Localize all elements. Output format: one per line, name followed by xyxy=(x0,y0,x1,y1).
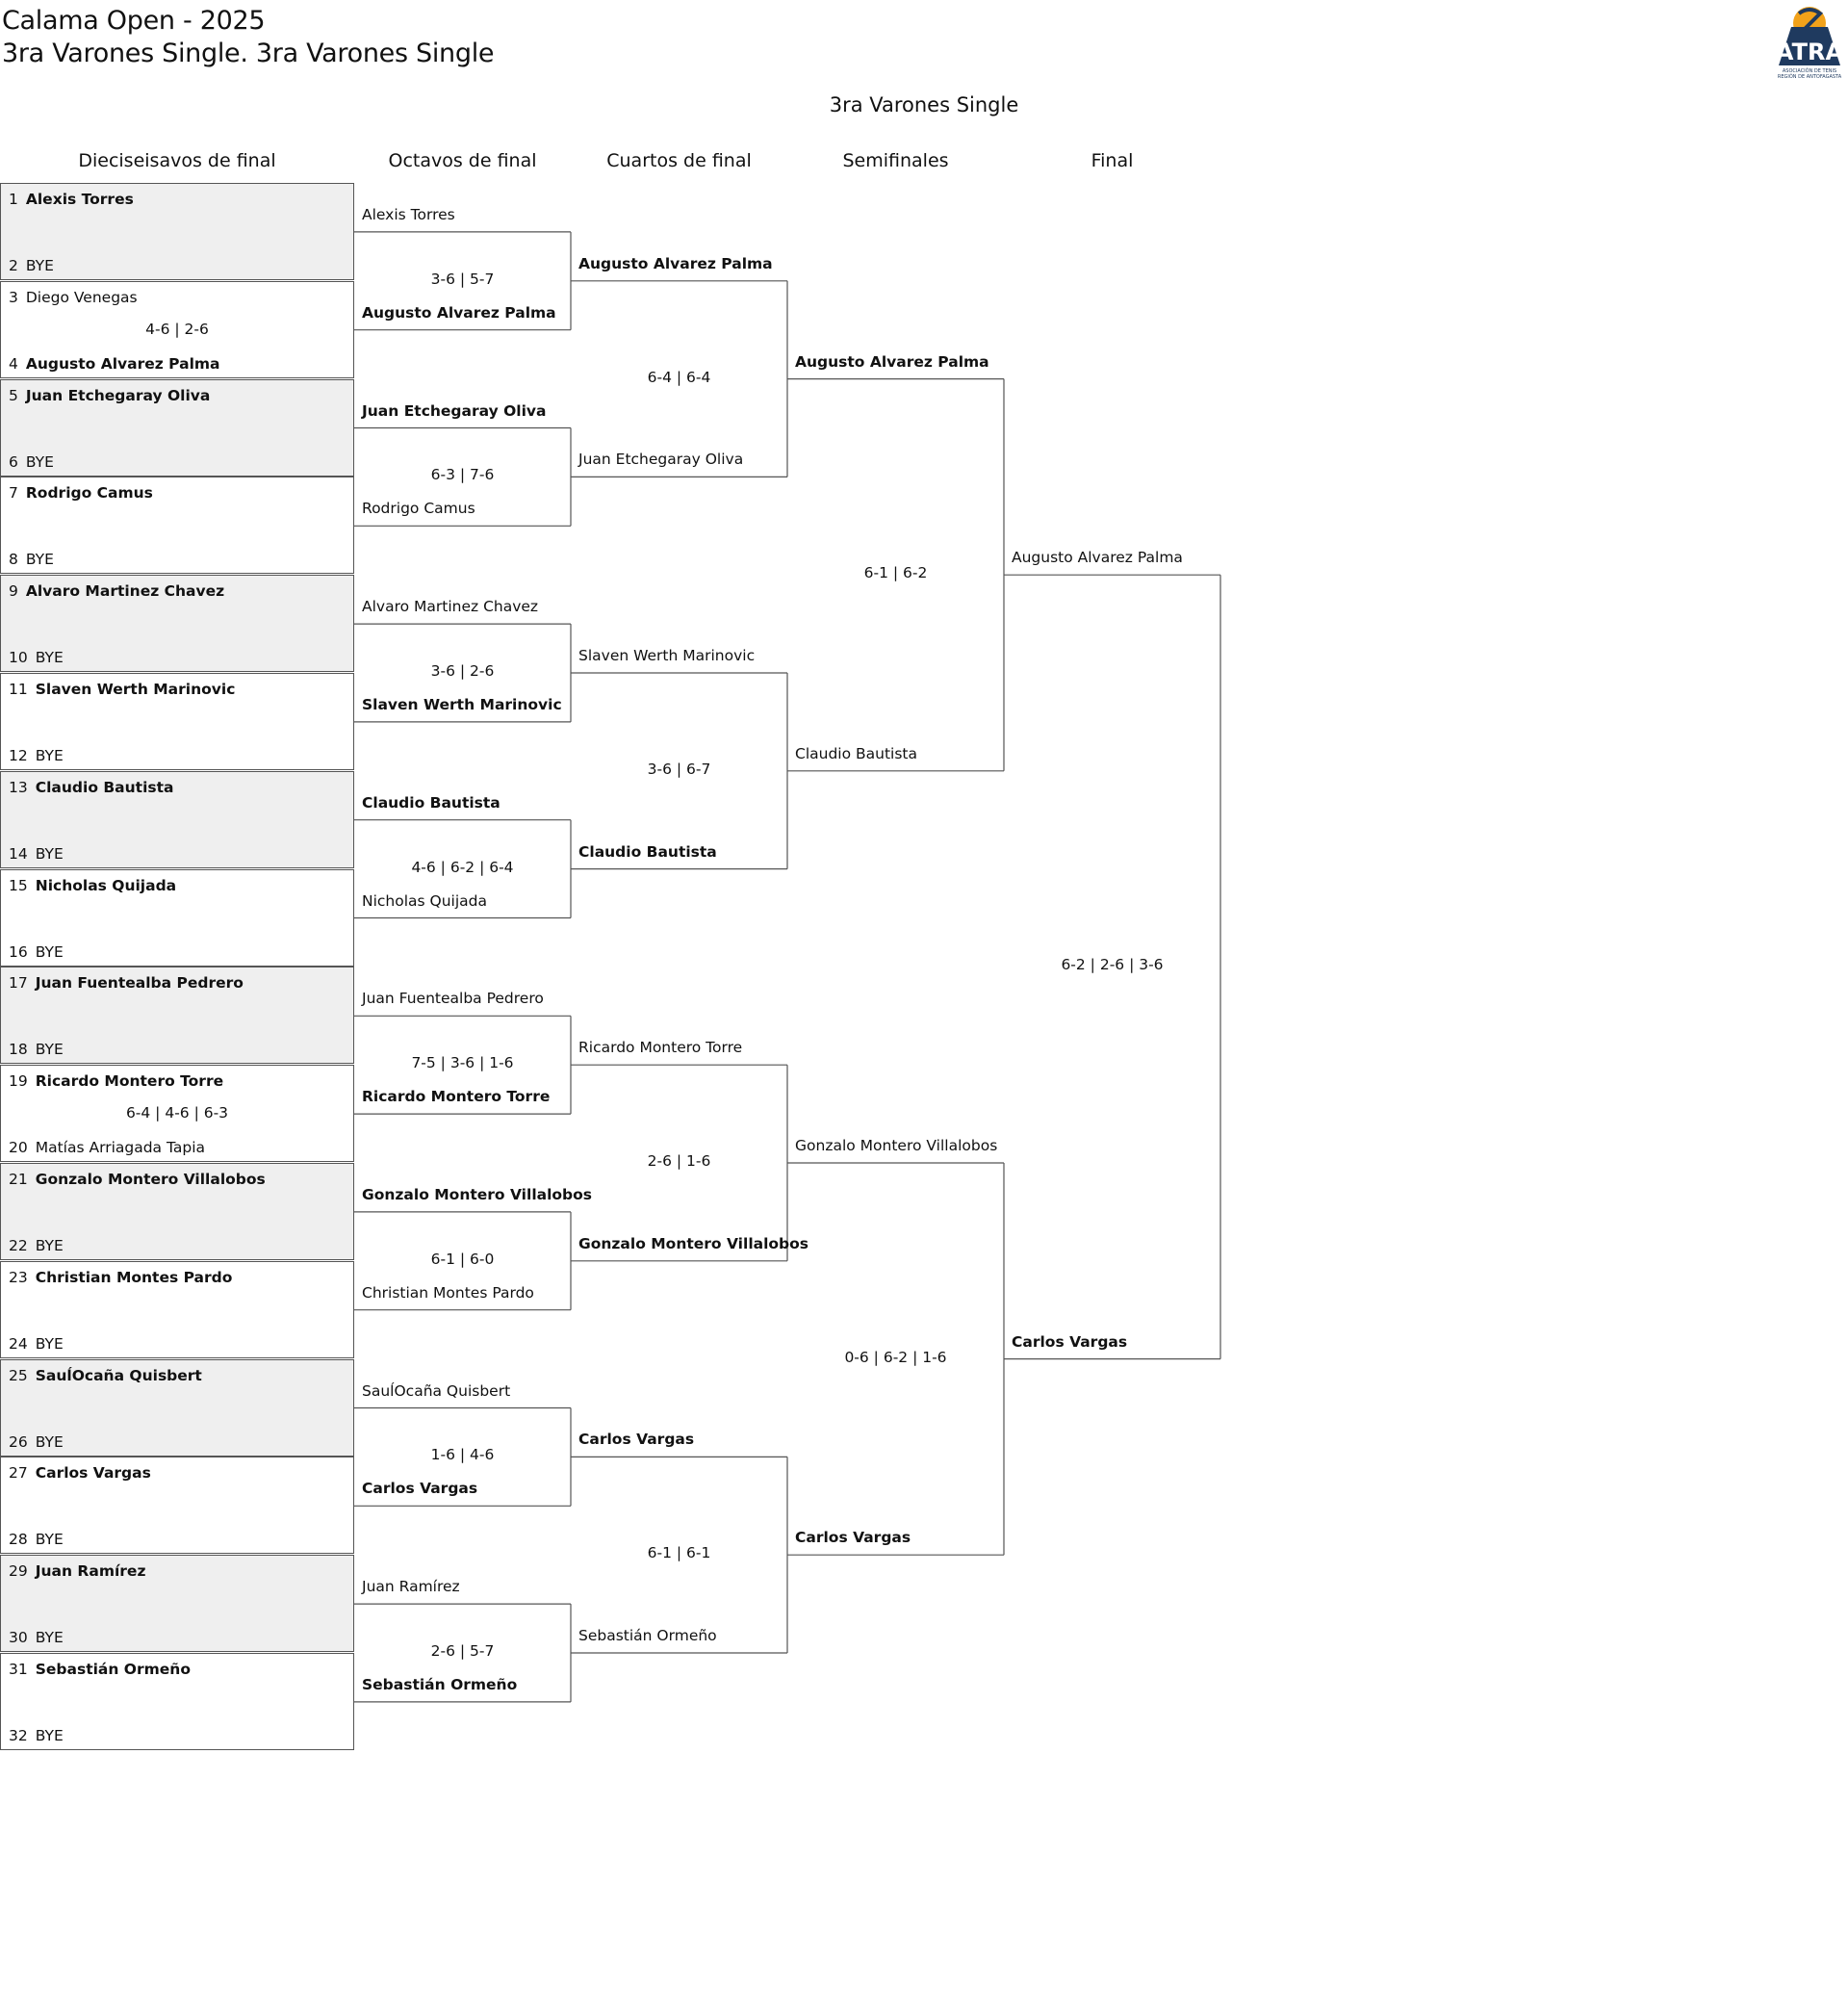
match-score: 6-2 | 2-6 | 3-6 xyxy=(1061,956,1164,974)
logo-text: ATRA xyxy=(1775,39,1844,65)
player-name: SauĺOcaña Quisbert xyxy=(362,1381,511,1400)
round-header-r4: Semifinales xyxy=(842,150,949,171)
match-score: 4-6 | 2-6 xyxy=(145,320,209,338)
player-name: Juan Fuentealba Pedrero xyxy=(362,990,544,1008)
page-subtitle: 3ra Varones Single. 3ra Varones Single xyxy=(2,39,495,68)
player-entry xyxy=(9,1041,64,1058)
player-entry xyxy=(9,257,54,274)
player-entry xyxy=(9,1335,64,1353)
player-name: BYE xyxy=(35,1334,64,1353)
match-score: 7-5 | 3-6 | 1-6 xyxy=(411,1054,514,1072)
player-entry xyxy=(9,289,138,306)
player-name: Ricardo Montero Torre xyxy=(362,1088,551,1106)
player-entry xyxy=(9,191,134,208)
match-r1 xyxy=(0,967,354,1064)
player-name: Slaven Werth Marinovic xyxy=(362,695,562,713)
player-seed: 13 xyxy=(9,778,28,796)
player-seed: 19 xyxy=(9,1072,28,1091)
player-name: Gonzalo Montero Villalobos xyxy=(578,1234,809,1252)
player-seed: 11 xyxy=(9,681,28,698)
player-name: Diego Venegas xyxy=(25,288,138,306)
player-entry xyxy=(9,779,174,796)
player-entry xyxy=(9,1464,151,1482)
match-r1 xyxy=(0,771,354,868)
player-entry xyxy=(9,1072,223,1090)
match-r1 xyxy=(0,1163,354,1260)
player-name: Augusto Alvarez Palma xyxy=(362,303,556,322)
match-score: 6-1 | 6-0 xyxy=(430,1250,495,1268)
match-r1 xyxy=(0,1653,354,1750)
player-entry xyxy=(9,387,210,404)
player-entry xyxy=(9,974,244,992)
match-score: 6-1 | 6-2 xyxy=(863,564,928,582)
player-entry xyxy=(9,551,54,568)
player-name: Rodrigo Camus xyxy=(25,484,153,503)
player-name: Ricardo Montero Torre xyxy=(35,1072,224,1091)
player-seed: 26 xyxy=(9,1432,28,1451)
player-seed: 12 xyxy=(9,747,28,764)
player-entry xyxy=(9,1269,232,1286)
player-name: Juan Etchegaray Oliva xyxy=(578,451,744,469)
match-score: 2-6 | 5-7 xyxy=(430,1642,495,1660)
player-name: Gonzalo Montero Villalobos xyxy=(35,1171,266,1188)
player-seed: 23 xyxy=(9,1268,28,1286)
player-name: Rodrigo Camus xyxy=(362,500,475,518)
player-name: Gonzalo Montero Villalobos xyxy=(362,1185,593,1203)
match-score: 6-3 | 7-6 xyxy=(430,466,495,484)
match-r1 xyxy=(0,379,354,477)
player-name: BYE xyxy=(35,1237,64,1254)
player-name: BYE xyxy=(25,452,54,471)
round-header-r3: Cuartos de final xyxy=(606,150,752,171)
match-score: 6-4 | 4-6 | 6-3 xyxy=(125,1104,229,1122)
player-entry xyxy=(9,877,176,894)
player-name: SauĺOcaña Quisbert xyxy=(35,1366,202,1384)
round-header-r1: Dieciseisavos de final xyxy=(78,150,276,171)
match-r1 xyxy=(0,1555,354,1652)
player-seed: 1 xyxy=(9,191,18,208)
player-name: Sebastián Ormeño xyxy=(362,1675,518,1693)
player-name: Juan Etchegaray Oliva xyxy=(362,401,547,420)
player-seed: 16 xyxy=(9,942,28,961)
player-name: Juan Ramírez xyxy=(35,1562,146,1581)
match-r1 xyxy=(0,673,354,770)
player-name: Juan Fuentealba Pedrero xyxy=(35,974,244,993)
player-seed: 10 xyxy=(9,649,28,667)
player-name: BYE xyxy=(25,257,54,274)
player-name: Augusto Alvarez Palma xyxy=(578,254,773,272)
match-r1 xyxy=(0,281,354,378)
match-score: 6-4 | 6-4 xyxy=(647,368,711,386)
player-name: Sebastián Ormeño xyxy=(35,1661,191,1678)
player-entry xyxy=(9,1433,64,1451)
round-header-r5: Final xyxy=(1091,150,1134,171)
match-score: 0-6 | 6-2 | 1-6 xyxy=(844,1348,947,1366)
player-name: Augusto Alvarez Palma xyxy=(1012,549,1183,567)
player-seed: 2 xyxy=(9,257,18,274)
player-seed: 30 xyxy=(9,1629,28,1647)
player-seed: 4 xyxy=(9,354,18,373)
player-name: Sebastián Ormeño xyxy=(578,1627,717,1644)
match-r1 xyxy=(0,1457,354,1554)
player-name: Slaven Werth Marinovic xyxy=(578,647,756,664)
player-entry xyxy=(9,582,224,600)
player-seed: 18 xyxy=(9,1041,28,1059)
player-seed: 20 xyxy=(9,1139,28,1157)
player-name: BYE xyxy=(35,1432,64,1451)
player-name: BYE xyxy=(35,844,64,863)
player-name: BYE xyxy=(35,1727,64,1744)
player-seed: 21 xyxy=(9,1171,28,1188)
player-entry xyxy=(9,1139,205,1156)
svg-text:REGIÓN DE ANTOFAGASTA: REGIÓN DE ANTOFAGASTA xyxy=(1777,74,1842,80)
player-name: Christian Montes Pardo xyxy=(35,1268,233,1286)
player-name: Alexis Torres xyxy=(362,205,455,223)
player-entry xyxy=(9,845,64,863)
player-entry xyxy=(9,1562,145,1580)
player-seed: 29 xyxy=(9,1562,28,1581)
player-entry xyxy=(9,1727,64,1744)
player-name: Claudio Bautista xyxy=(35,778,174,796)
match-score: 3-6 | 6-7 xyxy=(647,760,711,778)
match-r1 xyxy=(0,1261,354,1358)
player-name: BYE xyxy=(35,1041,64,1059)
match-score: 3-6 | 2-6 xyxy=(430,662,495,680)
player-entry xyxy=(9,747,64,764)
player-seed: 28 xyxy=(9,1531,28,1549)
player-name: BYE xyxy=(35,1531,64,1549)
player-name: Carlos Vargas xyxy=(362,1480,478,1498)
player-name: BYE xyxy=(35,747,64,764)
player-seed: 8 xyxy=(9,551,18,569)
player-name: Alexis Torres xyxy=(25,191,134,208)
player-entry xyxy=(9,1629,64,1646)
svg-text:ASOCIACIÓN DE TENIS: ASOCIACIÓN DE TENIS xyxy=(1782,68,1837,74)
match-r1 xyxy=(0,1359,354,1457)
player-seed: 24 xyxy=(9,1334,28,1353)
match-score: 1-6 | 4-6 xyxy=(430,1446,495,1464)
player-seed: 15 xyxy=(9,876,28,894)
player-name: Juan Ramírez xyxy=(362,1578,460,1596)
player-name: Slaven Werth Marinovic xyxy=(35,681,236,698)
player-seed: 9 xyxy=(9,582,18,601)
player-seed: 3 xyxy=(9,288,18,306)
match-r1 xyxy=(0,183,354,280)
player-seed: 6 xyxy=(9,452,18,471)
player-name: Carlos Vargas xyxy=(35,1464,151,1483)
bracket-title: 3ra Varones Single xyxy=(829,93,1019,116)
player-name: BYE xyxy=(35,1629,64,1647)
match-r1 xyxy=(0,477,354,574)
player-name: Claudio Bautista xyxy=(795,744,917,762)
player-name: Alvaro Martinez Chavez xyxy=(25,582,225,601)
match-r1 xyxy=(0,869,354,967)
player-name: Augusto Alvarez Palma xyxy=(25,354,220,373)
player-seed: 14 xyxy=(9,844,28,863)
player-entry xyxy=(9,1531,64,1548)
player-name: Gonzalo Montero Villalobos xyxy=(795,1137,998,1154)
player-name: Carlos Vargas xyxy=(578,1431,695,1449)
player-entry xyxy=(9,681,235,698)
match-r1 xyxy=(0,1065,354,1162)
player-name: Matías Arriagada Tapia xyxy=(35,1139,206,1157)
player-name: Nicholas Quijada xyxy=(362,891,488,910)
player-name: Augusto Alvarez Palma xyxy=(795,352,989,371)
match-score: 2-6 | 1-6 xyxy=(647,1152,711,1170)
player-name: Nicholas Quijada xyxy=(35,876,177,894)
player-entry xyxy=(9,943,64,961)
player-name: Juan Etchegaray Oliva xyxy=(25,386,211,404)
match-score: 6-1 | 6-1 xyxy=(647,1544,711,1562)
round-header-r2: Octavos de final xyxy=(388,150,537,171)
player-seed: 25 xyxy=(9,1366,28,1384)
player-name: Carlos Vargas xyxy=(1012,1332,1128,1351)
player-name: Claudio Bautista xyxy=(362,793,500,812)
player-name: Christian Montes Pardo xyxy=(362,1283,534,1302)
player-name: Ricardo Montero Torre xyxy=(578,1039,743,1057)
player-name: Claudio Bautista xyxy=(578,842,717,861)
player-name: BYE xyxy=(35,649,64,667)
match-score: 3-6 | 5-7 xyxy=(430,270,495,288)
page-title: Calama Open - 2025 xyxy=(2,6,266,36)
player-seed: 27 xyxy=(9,1464,28,1483)
player-entry xyxy=(9,1367,202,1384)
match-r1 xyxy=(0,575,354,672)
player-seed: 17 xyxy=(9,974,28,993)
player-entry xyxy=(9,649,64,666)
player-name: Carlos Vargas xyxy=(795,1529,911,1547)
player-entry xyxy=(9,1661,191,1678)
player-seed: 22 xyxy=(9,1237,28,1254)
player-name: BYE xyxy=(35,942,64,961)
player-entry xyxy=(9,1237,64,1254)
player-name: BYE xyxy=(25,551,54,569)
match-score: 4-6 | 6-2 | 6-4 xyxy=(411,858,514,876)
player-name: Alvaro Martinez Chavez xyxy=(362,598,539,616)
player-seed: 31 xyxy=(9,1661,28,1678)
player-entry xyxy=(9,355,220,373)
player-seed: 7 xyxy=(9,484,18,503)
player-entry xyxy=(9,1171,266,1188)
player-entry xyxy=(9,484,153,502)
player-seed: 5 xyxy=(9,386,18,404)
player-entry xyxy=(9,453,54,471)
player-seed: 32 xyxy=(9,1727,28,1744)
